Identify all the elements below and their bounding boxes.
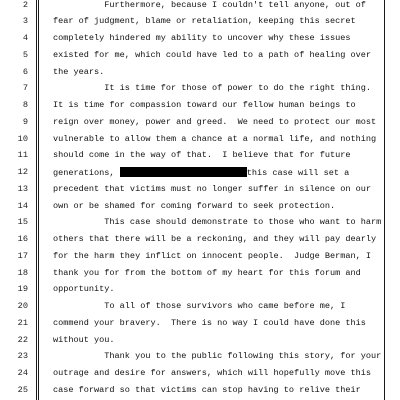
transcript-line: Thank you to the public following this story, for your <box>53 351 382 362</box>
line-text-after-redaction: this case will set a <box>246 168 350 178</box>
transcript-line: It is time for those of power to do the right thing. <box>53 83 371 94</box>
line-number: 14 <box>17 200 28 211</box>
transcript-line: own or be shamed for coming forward to seek protection. <box>53 200 336 211</box>
transcript-line: commend your bravery. There is no way I could have done this <box>53 317 366 328</box>
line-number: 2 <box>22 0 28 10</box>
line-number: 6 <box>22 66 28 77</box>
line-number: 15 <box>17 217 28 228</box>
line-number: 11 <box>17 150 28 161</box>
transcript-line: opportunity. <box>53 284 115 295</box>
line-number: 12 <box>17 167 28 177</box>
transcript-line: precedent that victims must no longer suffer in silence on our <box>53 183 371 194</box>
transcript-line: reign over money, power and greed. We need to protect our most <box>53 116 377 127</box>
line-number: 8 <box>22 100 28 110</box>
right-margin-rule <box>384 0 385 400</box>
line-number: 22 <box>17 334 28 345</box>
line-number: 3 <box>22 16 28 27</box>
line-number: 16 <box>17 234 28 244</box>
transcript-line: should come in the way of that. I believe that for future <box>53 150 351 161</box>
line-number: 5 <box>22 49 28 60</box>
transcript-line: the years. <box>53 66 105 77</box>
transcript-line: thank you for from the bottom of my heart for this forum and <box>53 267 361 278</box>
line-number: 9 <box>22 116 28 127</box>
line-number: 10 <box>17 133 28 144</box>
transcript-line: To all of those survivors who came before me, I <box>53 301 346 311</box>
transcript-line: This case should demonstrate to those who want to harm <box>53 217 382 228</box>
line-text-before-redaction: generations, <box>53 168 120 178</box>
line-number: 19 <box>17 284 28 295</box>
transcript-line: completely hindered my ability to uncover why these issues <box>53 33 351 43</box>
transcript-line: vulnerable to allow them a chance at a normal life, and nothing <box>53 133 377 144</box>
line-number: 21 <box>17 317 28 328</box>
transcript-line: case forward so that victims can stop having to relive their <box>53 384 361 395</box>
transcript-line: others that there will be a reckoning, and they will pay dearly <box>53 234 377 244</box>
line-number: 24 <box>17 368 28 378</box>
line-number: 18 <box>17 267 28 278</box>
transcript-line: existed for me, which could have led to a path of healing over <box>53 49 371 60</box>
transcript-line: without you. <box>53 334 115 345</box>
transcript-line <box>53 167 349 178</box>
line-number: 17 <box>17 250 28 261</box>
line-number: 25 <box>17 384 28 395</box>
transcript-line: outrage and desire for answers, which will hopefully move this <box>53 368 371 378</box>
transcript-line: Furthermore, because I couldn't tell anyone, out of <box>53 0 366 10</box>
line-number: 20 <box>17 301 28 311</box>
redaction-bar <box>120 167 247 177</box>
transcript-line: fear of judgment, blame or retaliation, keeping this secret <box>53 16 356 27</box>
transcript-line: It is time for compassion toward our fellow human beings to <box>53 100 356 110</box>
gutter-rule <box>36 0 37 400</box>
transcript-line: for the harm they inflict on innocent people. Judge Berman, I <box>53 250 371 261</box>
line-number: 23 <box>17 351 28 362</box>
line-number: 13 <box>17 183 28 194</box>
line-number: 7 <box>22 83 28 94</box>
line-number: 4 <box>22 33 28 43</box>
